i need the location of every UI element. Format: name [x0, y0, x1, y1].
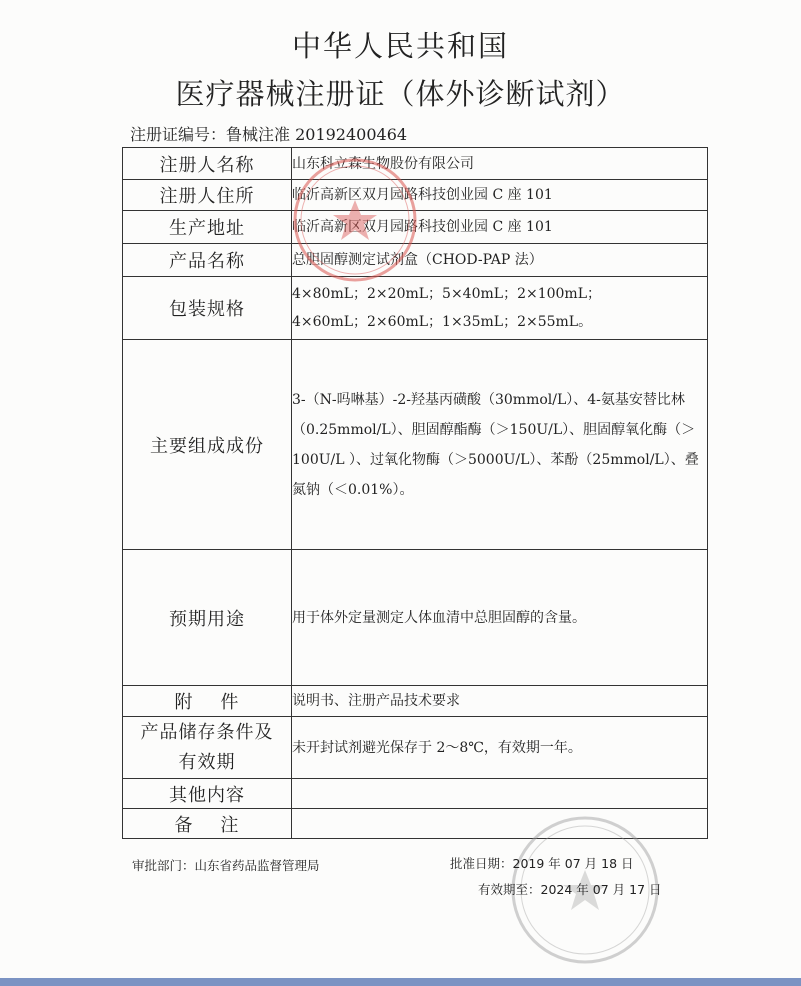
value-registrant-address: 临沂高新区双月园路科技创业园 C 座 101 — [292, 180, 708, 211]
value-other — [292, 779, 708, 809]
label-intended-use: 预期用途 — [123, 550, 292, 686]
label-packaging: 包装规格 — [123, 277, 292, 340]
value-attachments: 说明书、注册产品技术要求 — [292, 686, 708, 717]
label-storage-line-2: 有效期 — [178, 751, 236, 773]
approval-date: 批准日期：2019 年 07 月 18 日 — [450, 856, 634, 871]
row-remarks — [123, 809, 708, 839]
value-remarks — [292, 809, 708, 839]
row-packaging — [123, 277, 708, 340]
value-registrant-name: 山东科立森生物股份有限公司 — [292, 148, 708, 180]
packaging-line-2: 4×60mL；2×60mL；1×35mL；2×55mL。 — [292, 314, 593, 330]
certificate-table — [122, 147, 708, 839]
row-storage — [123, 717, 708, 779]
composition-text: 3-（N-吗啉基）-2-羟基丙磺酸（30mmol/L）、4-氨基安替比林（0.25mmol/L）、胆固醇酯酶（＞150U/L）、胆固醇氧化酶（＞100U/L ）、过氧化物酶（＞5000U/L）、苯酚（25mmol/L）、叠氮钠（＜0.01%）。 — [292, 391, 699, 498]
row-other — [123, 779, 708, 809]
value-production-address: 临沂高新区双月园路科技创业园 C 座 101 — [292, 211, 708, 244]
label-remarks: 备 注 — [123, 809, 292, 839]
packaging-line-1: 4×80mL；2×20mL；5×40mL；2×100mL； — [292, 286, 602, 302]
value-storage: 未开封试剂避光保存于 2～8℃，有效期一年。 — [292, 717, 708, 779]
row-product-name — [123, 244, 708, 277]
label-registrant-address: 注册人住所 — [123, 180, 292, 211]
value-composition — [292, 340, 708, 550]
window-bottom-bar — [0, 978, 801, 986]
row-registrant-address — [123, 180, 708, 211]
label-attachments: 附 件 — [123, 686, 292, 717]
label-product-name: 产品名称 — [123, 244, 292, 277]
valid-until-date: 有效期至：2024 年 07 月 17 日 — [478, 882, 662, 897]
value-packaging — [292, 277, 708, 340]
label-registrant-name: 注册人名称 — [123, 148, 292, 180]
value-product-name: 总胆固醇测定试剂盒（CHOD-PAP 法） — [292, 244, 708, 277]
label-other: 其他内容 — [123, 779, 292, 809]
row-production-address — [123, 211, 708, 244]
title-country: 中华人民共和国 — [291, 29, 509, 63]
row-registrant-name — [123, 148, 708, 180]
label-storage-line-1: 产品储存条件及 — [140, 721, 274, 743]
value-intended-use: 用于体外定量测定人体血清中总胆固醇的含量。 — [292, 550, 708, 686]
row-composition — [123, 340, 708, 550]
approval-department: 审批部门：山东省药品监督管理局 — [132, 858, 320, 873]
label-production-address: 生产地址 — [123, 211, 292, 244]
label-composition: 主要组成成份 — [123, 340, 292, 550]
row-intended-use — [123, 550, 708, 686]
title-certificate: 医疗器械注册证（体外诊断试剂） — [175, 77, 626, 111]
label-storage — [123, 717, 292, 779]
registration-number: 注册证编号：鲁械注准 20192400464 — [130, 125, 408, 144]
row-attachments — [123, 686, 708, 717]
